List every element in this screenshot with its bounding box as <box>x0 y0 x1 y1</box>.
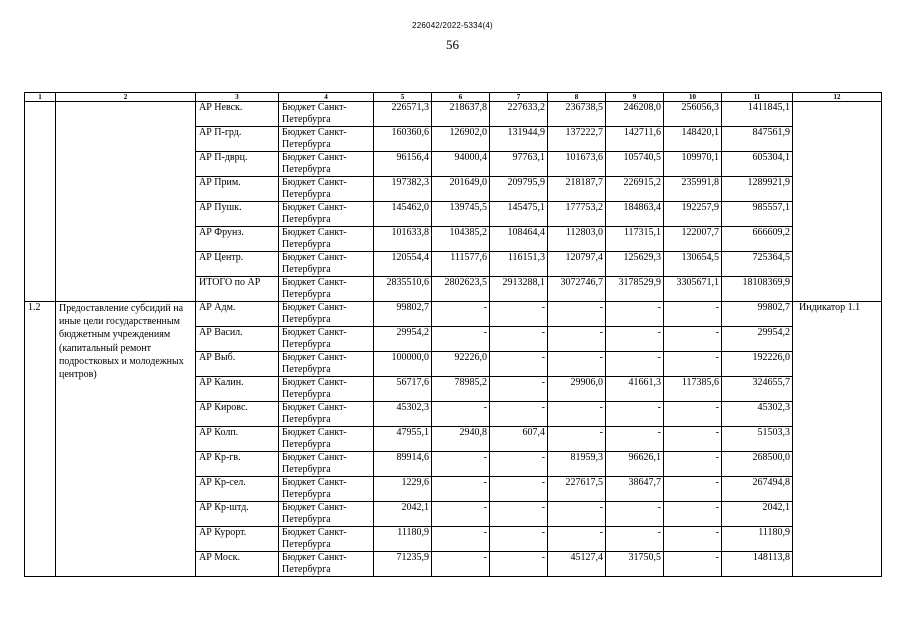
year-value-cell: - <box>490 327 548 352</box>
total-cell: 51503,3 <box>722 427 793 452</box>
year-value-cell: - <box>490 402 548 427</box>
funding-source-cell: Бюджет Санкт-Петербурга <box>279 427 374 452</box>
year-value-cell: 2042,1 <box>374 502 432 527</box>
year-value-cell: - <box>664 477 722 502</box>
year-value-cell: - <box>432 452 490 477</box>
total-cell: 29954,2 <box>722 327 793 352</box>
year-value-cell: 1229,6 <box>374 477 432 502</box>
total-cell: 192226,0 <box>722 352 793 377</box>
year-value-cell: - <box>548 302 606 327</box>
year-value-cell: 41661,3 <box>606 377 664 402</box>
year-value-cell: 131944,9 <box>490 127 548 152</box>
col-header: 2 <box>56 93 196 102</box>
year-value-cell: - <box>548 427 606 452</box>
year-value-cell: 3305671,1 <box>664 277 722 302</box>
executor-cell: АР Кр-сел. <box>196 477 279 502</box>
indicator-cell: Индикатор 1.1 <box>793 302 882 577</box>
col-header: 4 <box>279 93 374 102</box>
year-value-cell: - <box>664 452 722 477</box>
year-value-cell: 81959,3 <box>548 452 606 477</box>
executor-cell: АР Невск. <box>196 102 279 127</box>
funding-source-cell: Бюджет Санкт-Петербурга <box>279 302 374 327</box>
executor-cell: АР Выб. <box>196 352 279 377</box>
funding-source-cell: Бюджет Санкт-Петербурга <box>279 502 374 527</box>
col-header: 8 <box>548 93 606 102</box>
year-value-cell: 111577,6 <box>432 252 490 277</box>
col-header: 9 <box>606 93 664 102</box>
executor-cell: АР Адм. <box>196 302 279 327</box>
year-value-cell: 227633,2 <box>490 102 548 127</box>
year-value-cell: 218637,8 <box>432 102 490 127</box>
year-value-cell: 236738,5 <box>548 102 606 127</box>
funding-source-cell: Бюджет Санкт-Петербурга <box>279 177 374 202</box>
funding-source-cell: Бюджет Санкт-Петербурга <box>279 352 374 377</box>
col-header: 11 <box>722 93 793 102</box>
year-value-cell: 192257,9 <box>664 202 722 227</box>
year-value-cell: 94000,4 <box>432 152 490 177</box>
funding-source-cell: Бюджет Санкт-Петербурга <box>279 127 374 152</box>
executor-cell: АР Курорт. <box>196 527 279 552</box>
executor-cell: АР Кировс. <box>196 402 279 427</box>
year-value-cell: 11180,9 <box>374 527 432 552</box>
executor-cell: АР Фрунз. <box>196 227 279 252</box>
year-value-cell: 177753,2 <box>548 202 606 227</box>
total-cell: 324655,7 <box>722 377 793 402</box>
year-value-cell: - <box>432 302 490 327</box>
col-header: 1 <box>25 93 56 102</box>
year-value-cell: 104385,2 <box>432 227 490 252</box>
col-header: 6 <box>432 93 490 102</box>
funding-source-cell: Бюджет Санкт-Петербурга <box>279 477 374 502</box>
year-value-cell: 29906,0 <box>548 377 606 402</box>
year-value-cell: - <box>606 427 664 452</box>
col-header: 10 <box>664 93 722 102</box>
total-cell: 725364,5 <box>722 252 793 277</box>
year-value-cell: 31750,5 <box>606 552 664 577</box>
funding-source-cell: Бюджет Санкт-Петербурга <box>279 552 374 577</box>
year-value-cell: 145475,1 <box>490 202 548 227</box>
total-cell: 2042,1 <box>722 502 793 527</box>
col-header: 5 <box>374 93 432 102</box>
total-cell: 11180,9 <box>722 527 793 552</box>
funding-source-cell: Бюджет Санкт-Петербурга <box>279 402 374 427</box>
year-value-cell: 137222,7 <box>548 127 606 152</box>
year-value-cell: 2835510,6 <box>374 277 432 302</box>
year-value-cell: - <box>548 502 606 527</box>
year-value-cell: 56717,6 <box>374 377 432 402</box>
executor-cell: АР Васил. <box>196 327 279 352</box>
year-value-cell: 126902,0 <box>432 127 490 152</box>
year-value-cell: 209795,9 <box>490 177 548 202</box>
total-cell: 267494,8 <box>722 477 793 502</box>
total-cell: 1289921,9 <box>722 177 793 202</box>
year-value-cell: - <box>606 502 664 527</box>
page-number: 56 <box>446 37 459 52</box>
table-row <box>25 102 882 127</box>
document-id: 226042/2022-5334(4) <box>412 21 493 30</box>
year-value-cell: - <box>490 477 548 502</box>
year-value-cell: - <box>490 302 548 327</box>
executor-cell: АР Калин. <box>196 377 279 402</box>
table-row <box>25 302 882 327</box>
funding-source-cell: Бюджет Санкт-Петербурга <box>279 277 374 302</box>
year-value-cell: 218187,7 <box>548 177 606 202</box>
year-value-cell: - <box>548 352 606 377</box>
col-header: 7 <box>490 93 548 102</box>
year-value-cell: 122007,7 <box>664 227 722 252</box>
year-value-cell: - <box>606 327 664 352</box>
activity-name-cell <box>56 102 196 302</box>
indicator-cell <box>793 102 882 302</box>
year-value-cell: - <box>664 327 722 352</box>
year-value-cell: 96156,4 <box>374 152 432 177</box>
year-value-cell: 120554,4 <box>374 252 432 277</box>
year-value-cell: - <box>432 552 490 577</box>
year-value-cell: 145462,0 <box>374 202 432 227</box>
year-value-cell: - <box>432 402 490 427</box>
year-value-cell: 99802,7 <box>374 302 432 327</box>
item-number-cell: 1.2 <box>25 302 56 577</box>
year-value-cell: 142711,6 <box>606 127 664 152</box>
year-value-cell: 2913288,1 <box>490 277 548 302</box>
year-value-cell: 201649,0 <box>432 177 490 202</box>
funding-source-cell: Бюджет Санкт-Петербурга <box>279 152 374 177</box>
year-value-cell: - <box>548 327 606 352</box>
year-value-cell: - <box>664 502 722 527</box>
year-value-cell: 92226,0 <box>432 352 490 377</box>
year-value-cell: - <box>664 352 722 377</box>
total-cell: 148113,8 <box>722 552 793 577</box>
year-value-cell: 89914,6 <box>374 452 432 477</box>
executor-cell: АР Пушк. <box>196 202 279 227</box>
year-value-cell: 607,4 <box>490 427 548 452</box>
year-value-cell: - <box>606 352 664 377</box>
funding-source-cell: Бюджет Санкт-Петербурга <box>279 252 374 277</box>
executor-cell: АР Прим. <box>196 177 279 202</box>
total-cell: 99802,7 <box>722 302 793 327</box>
col-header: 12 <box>793 93 882 102</box>
executor-cell: АР Центр. <box>196 252 279 277</box>
year-value-cell: 227617,5 <box>548 477 606 502</box>
year-value-cell: 78985,2 <box>432 377 490 402</box>
year-value-cell: - <box>490 452 548 477</box>
budget-table <box>24 92 882 577</box>
executor-cell: АР Кр-гв. <box>196 452 279 477</box>
column-number-header-row <box>25 93 882 102</box>
year-value-cell: 160360,6 <box>374 127 432 152</box>
funding-source-cell: Бюджет Санкт-Петербурга <box>279 102 374 127</box>
year-value-cell: 109970,1 <box>664 152 722 177</box>
funding-source-cell: Бюджет Санкт-Петербурга <box>279 227 374 252</box>
funding-source-cell: Бюджет Санкт-Петербурга <box>279 327 374 352</box>
year-value-cell: 45127,4 <box>548 552 606 577</box>
year-value-cell: 148420,1 <box>664 127 722 152</box>
year-value-cell: 100000,0 <box>374 352 432 377</box>
total-cell: 18108369,9 <box>722 277 793 302</box>
year-value-cell: - <box>664 527 722 552</box>
executor-cell: АР П-дврц. <box>196 152 279 177</box>
year-value-cell: 246208,0 <box>606 102 664 127</box>
total-cell: 605304,1 <box>722 152 793 177</box>
funding-source-cell: Бюджет Санкт-Петербурга <box>279 377 374 402</box>
year-value-cell: 96626,1 <box>606 452 664 477</box>
year-value-cell: - <box>490 377 548 402</box>
year-value-cell: - <box>664 427 722 452</box>
year-value-cell: - <box>606 527 664 552</box>
col-header: 3 <box>196 93 279 102</box>
year-value-cell: 29954,2 <box>374 327 432 352</box>
year-value-cell: 197382,3 <box>374 177 432 202</box>
year-value-cell: 2940,8 <box>432 427 490 452</box>
year-value-cell: 112803,0 <box>548 227 606 252</box>
executor-cell: АР П-грд. <box>196 127 279 152</box>
year-value-cell: 226571,3 <box>374 102 432 127</box>
total-cell: 666609,2 <box>722 227 793 252</box>
funding-source-cell: Бюджет Санкт-Петербурга <box>279 202 374 227</box>
year-value-cell: - <box>432 327 490 352</box>
executor-cell: АР Кр-штд. <box>196 502 279 527</box>
year-value-cell: 117385,6 <box>664 377 722 402</box>
year-value-cell: 47955,1 <box>374 427 432 452</box>
funding-source-cell: Бюджет Санкт-Петербурга <box>279 527 374 552</box>
year-value-cell: - <box>548 527 606 552</box>
year-value-cell: - <box>432 477 490 502</box>
item-number-cell <box>25 102 56 302</box>
year-value-cell: 130654,5 <box>664 252 722 277</box>
year-value-cell: 101633,8 <box>374 227 432 252</box>
year-value-cell: 71235,9 <box>374 552 432 577</box>
executor-cell: АР Моск. <box>196 552 279 577</box>
total-cell: 45302,3 <box>722 402 793 427</box>
year-value-cell: - <box>432 502 490 527</box>
funding-source-cell: Бюджет Санкт-Петербурга <box>279 452 374 477</box>
year-value-cell: - <box>664 302 722 327</box>
total-cell: 268500,0 <box>722 452 793 477</box>
year-value-cell: - <box>606 402 664 427</box>
year-value-cell: 45302,3 <box>374 402 432 427</box>
year-value-cell: 256056,3 <box>664 102 722 127</box>
year-value-cell: 3072746,7 <box>548 277 606 302</box>
year-value-cell: 101673,6 <box>548 152 606 177</box>
executor-cell: АР Колп. <box>196 427 279 452</box>
year-value-cell: - <box>490 527 548 552</box>
year-value-cell: 120797,4 <box>548 252 606 277</box>
activity-name-cell: Предоставление субсидий на иные цели государственным бюджетным учреждениям (капитальный ремонт подростковых и молодежных центров) <box>56 302 196 577</box>
year-value-cell: 116151,3 <box>490 252 548 277</box>
year-value-cell: 125629,3 <box>606 252 664 277</box>
year-value-cell: - <box>490 502 548 527</box>
year-value-cell: 226915,2 <box>606 177 664 202</box>
year-value-cell: 117315,1 <box>606 227 664 252</box>
year-value-cell: - <box>490 352 548 377</box>
year-value-cell: 184863,4 <box>606 202 664 227</box>
year-value-cell: - <box>490 552 548 577</box>
year-value-cell: 105740,5 <box>606 152 664 177</box>
year-value-cell: - <box>664 552 722 577</box>
total-cell: 1411845,1 <box>722 102 793 127</box>
total-cell: 847561,9 <box>722 127 793 152</box>
year-value-cell: 3178529,9 <box>606 277 664 302</box>
year-value-cell: 38647,7 <box>606 477 664 502</box>
year-value-cell: 139745,5 <box>432 202 490 227</box>
year-value-cell: 97763,1 <box>490 152 548 177</box>
year-value-cell: - <box>606 302 664 327</box>
year-value-cell: 108464,4 <box>490 227 548 252</box>
executor-cell: ИТОГО по АР <box>196 277 279 302</box>
year-value-cell: - <box>548 402 606 427</box>
total-cell: 985557,1 <box>722 202 793 227</box>
year-value-cell: - <box>432 527 490 552</box>
year-value-cell: 235991,8 <box>664 177 722 202</box>
year-value-cell: 2802623,5 <box>432 277 490 302</box>
year-value-cell: - <box>664 402 722 427</box>
